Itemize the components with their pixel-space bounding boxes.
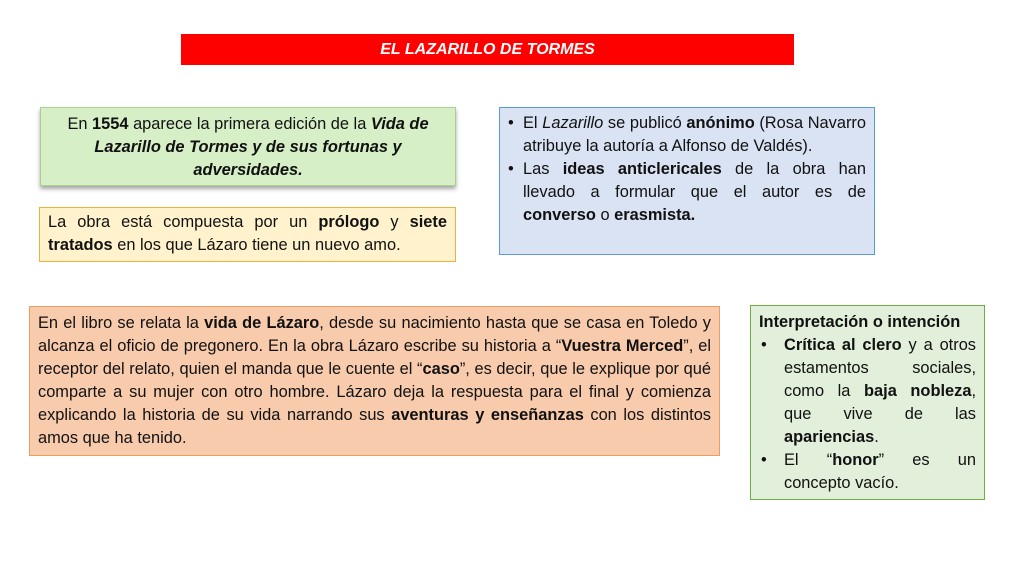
interp-b1-text-2: , que vive de las (784, 382, 976, 423)
structure-tratados: siete tratados (48, 213, 447, 254)
auth-b1-text-3: (Rosa Navarro atribuye la autoría a Alfonso de Valdés). (523, 114, 866, 155)
summary-text-3: ”, el receptor del relato, quien el manda que le cuente el “ (38, 337, 712, 378)
auth-b2-text-3: o (595, 206, 615, 224)
interp-b1-apariencias: apariencias (784, 428, 875, 446)
summary-text-5: con los distintos amos que ha tenido. (38, 406, 712, 447)
interpretation-bullet-critica (759, 334, 976, 449)
summary-box (29, 306, 720, 456)
edition-text-2: aparece la primera edición de la (128, 115, 371, 133)
authorship-list (508, 112, 866, 227)
authorship-bullet-anonimo (508, 112, 866, 158)
authorship-box (499, 107, 875, 255)
auth-b2-text-2: de la obra han llevado a formular que el autor es de (523, 160, 866, 201)
interpretation-heading: Interpretación o intención (759, 313, 961, 331)
structure-box (39, 207, 456, 262)
edition-book-title: Vida de Lazarillo de Tormes y de sus fortunas y adversidades. (94, 115, 429, 179)
auth-b2-ideas: ideas anticlericales (562, 160, 722, 178)
edition-text-1: En (67, 115, 93, 133)
structure-prologo: prólogo (318, 213, 380, 231)
interp-b1-critica: Crítica al clero (784, 336, 902, 354)
interp-b2-honor: honor (832, 451, 879, 469)
summary-aventuras: aventuras y enseñanzas (391, 406, 584, 424)
structure-text-1: La obra está compuesta por un (48, 213, 319, 231)
summary-merced: Vuestra Merced (561, 337, 684, 355)
interp-b1-baja: baja nobleza (864, 382, 972, 400)
interp-b1-text-1: y a otros estamentos sociales, como la (784, 336, 977, 400)
summary-text-2: , desde su nacimiento hasta que se casa en Toledo y alcanza el oficio de pregonero. En la obra Lázaro escribe su historia a “ (38, 314, 711, 355)
summary-vida: vida de Lázaro (204, 314, 320, 332)
interp-b2-text-2: ” es un concepto vacío. (784, 451, 977, 492)
edition-year: 1554 (92, 115, 129, 133)
auth-b2-converso: converso (523, 206, 596, 224)
authorship-bullet-ideas (508, 158, 866, 227)
interpretation-list (759, 334, 976, 495)
structure-text-3: en los que Lázaro tiene un nuevo amo. (112, 236, 401, 254)
auth-b2-text-1: Las (523, 160, 563, 178)
summary-caso: caso (422, 360, 460, 378)
auth-b1-text-2: se publicó (603, 114, 687, 132)
slide-title: EL LAZARILLO DE TORMES (181, 34, 794, 65)
auth-b1-text-1: El (523, 114, 543, 132)
interpretation-bullet-honor (759, 449, 976, 495)
auth-b1-lazarillo: Lazarillo (542, 114, 604, 132)
interpretation-box (750, 305, 985, 500)
interp-b1-text-3: . (874, 428, 879, 446)
interp-b2-text-1: El “ (784, 451, 833, 469)
summary-text-1: En el libro se relata la (38, 314, 205, 332)
edition-box (40, 107, 456, 186)
structure-text-2: y (379, 213, 410, 231)
auth-b1-anonimo: anónimo (686, 114, 755, 132)
auth-b2-erasmista: erasmista. (614, 206, 696, 224)
summary-text-4: ”, es decir, que le explique por qué comparte a su mujer con otro hombre. Lázaro deja la respuesta para el final y comienza explicando la historia de su vida narrando sus (38, 360, 711, 424)
